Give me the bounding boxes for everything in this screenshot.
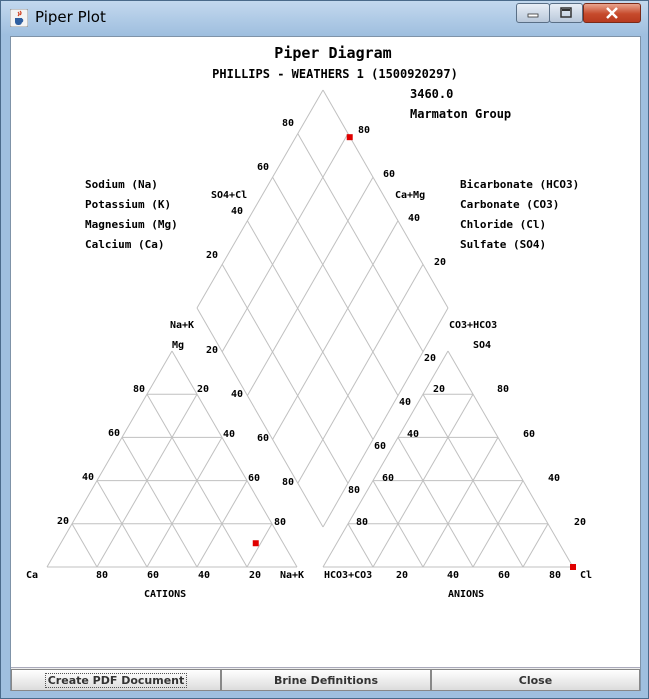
brine-definitions-button[interactable]: Brine Definitions: [221, 669, 431, 691]
diamond-sample-point: [347, 134, 353, 140]
diamond-tick: 80: [358, 125, 371, 136]
cation-triangle-gridline: [72, 524, 97, 567]
minimize-icon: [526, 8, 540, 18]
cation-triangle-gridline: [122, 437, 197, 567]
anion-so4-vertex: SO4: [473, 340, 492, 351]
minimize-button[interactable]: [516, 3, 550, 23]
cation-sample-point: [253, 540, 259, 546]
diamond-tick: 20: [206, 250, 219, 261]
anion-triangle-edge: [448, 351, 573, 567]
anion-triangle-gridline: [423, 437, 498, 567]
cation-tick: 20: [249, 570, 262, 581]
anion-tick: 20: [396, 570, 409, 581]
anion-tick: 40: [447, 570, 460, 581]
depth-label: 3460.0: [410, 87, 454, 101]
anion-tick: 40: [548, 473, 561, 484]
cation-title: CATIONS: [144, 589, 187, 600]
diamond-tick: 60: [374, 441, 387, 452]
diamond-tick: 60: [257, 162, 270, 173]
diamond-gridline: [298, 264, 423, 483]
diamond-tick: 40: [231, 206, 244, 217]
title-bar[interactable]: [1, 1, 648, 35]
diamond-co3-hco3-label: CO3+HCO3: [449, 320, 498, 331]
cation-ca-vertex: Ca: [26, 570, 39, 581]
anion-tick: 40: [407, 429, 420, 440]
diamond-gridline: [247, 177, 373, 395]
formation-label: Marmaton Group: [410, 107, 512, 121]
cation-tick: 40: [82, 472, 95, 483]
button-bar: [11, 667, 640, 691]
diamond-edge: [323, 308, 448, 527]
anion-tick: 60: [498, 570, 511, 581]
diamond-gridline: [222, 134, 348, 352]
diamond-edge: [197, 308, 323, 527]
anion-sample-point: [570, 564, 576, 570]
anion-tick: 80: [549, 570, 562, 581]
cation-triangle-gridline: [147, 437, 222, 567]
diamond-tick: 60: [257, 433, 270, 444]
anion-triangle-edge: [323, 351, 448, 567]
close-button[interactable]: Close: [431, 669, 640, 691]
cation-triangle-edge: [47, 351, 172, 567]
anion-tick: 20: [574, 517, 587, 528]
diamond-gridline: [222, 264, 348, 483]
diamond-gridline: [273, 221, 398, 440]
piper-diagram: [11, 37, 640, 667]
cation-tick: 20: [197, 384, 210, 395]
anion-triangle-gridline: [523, 524, 548, 567]
diamond-tick: 60: [383, 169, 396, 180]
cation-tick: 80: [274, 517, 287, 528]
anion-legend: [460, 178, 579, 251]
diamond-tick: 40: [408, 213, 421, 224]
diamond-tick: 20: [424, 353, 437, 364]
legend-magnesium: Magnesium (Mg): [85, 218, 178, 231]
diamond-gridline: [273, 177, 398, 395]
diamond-gridline: [247, 221, 373, 440]
cation-tick: 60: [108, 428, 121, 439]
cation-legend: [85, 178, 178, 251]
cation-tick: 60: [147, 570, 160, 581]
anion-title: ANIONS: [448, 589, 485, 600]
create-pdf-button[interactable]: [11, 669, 221, 691]
maximize-button[interactable]: [549, 3, 583, 23]
cation-tick: 40: [223, 429, 236, 440]
diamond-edge: [323, 90, 448, 308]
window-title: Piper Plot: [35, 8, 106, 26]
diamond-ca-mg-label: Ca+Mg: [395, 190, 426, 201]
anion-tick: 80: [356, 517, 369, 528]
diamond-tick: 40: [399, 397, 412, 408]
diamond-tick: 80: [282, 118, 295, 129]
legend-bicarbonate: Bicarbonate (HCO3): [460, 178, 580, 191]
cation-tick: 40: [198, 570, 211, 581]
legend-calcium: Calcium (Ca): [85, 238, 165, 251]
close-window-button[interactable]: [583, 3, 641, 23]
plot-subtitle: PHILLIPS - WEATHERS 1 (1500920297): [212, 67, 458, 81]
anion-tick: 20: [433, 384, 446, 395]
plot-title: Piper Diagram: [274, 44, 392, 62]
diamond-tick: 40: [231, 389, 244, 400]
cation-mg-vertex: Mg: [172, 340, 185, 351]
java-coffee-icon: [10, 9, 28, 27]
legend-sodium: Sodium (Na): [85, 178, 158, 191]
anion-triangle-gridline: [398, 437, 473, 567]
close-icon: [605, 7, 619, 19]
plot-panel: [10, 36, 641, 691]
diamond-so4-cl-label: SO4+Cl: [211, 190, 248, 201]
diamond-na-k-label: Na+K: [170, 320, 195, 331]
anion-triangle-gridline: [348, 524, 373, 567]
cation-tick: 20: [57, 516, 70, 527]
cation-tick: 80: [133, 384, 146, 395]
diamond-tick: 20: [434, 257, 447, 268]
legend-potassium: Potassium (K): [85, 198, 172, 211]
diamond-tick: 80: [282, 477, 295, 488]
legend-sulfate: Sulfate (SO4): [460, 238, 547, 251]
cation-nak-vertex: Na+K: [280, 570, 305, 581]
diamond-tick: 80: [348, 485, 361, 496]
diamond-tick: 20: [206, 345, 219, 356]
create-pdf-label: Create PDF Document: [45, 673, 188, 688]
cation-triangle-edge: [172, 351, 297, 567]
cation-tick: 60: [248, 473, 261, 484]
maximize-icon: [559, 7, 573, 19]
cation-tick: 80: [96, 570, 109, 581]
anion-tick: 60: [382, 473, 395, 484]
anion-tick: 80: [497, 384, 510, 395]
anion-cl-vertex: Cl: [580, 570, 593, 581]
legend-carbonate: Carbonate (CO3): [460, 198, 560, 211]
legend-chloride: Chloride (Cl): [460, 218, 547, 231]
anion-hco3-co3-vertex: HCO3+CO3: [324, 570, 373, 581]
anion-tick: 60: [523, 429, 536, 440]
cation-triangle-gridline: [247, 524, 272, 567]
diamond-gridline: [298, 134, 426, 352]
